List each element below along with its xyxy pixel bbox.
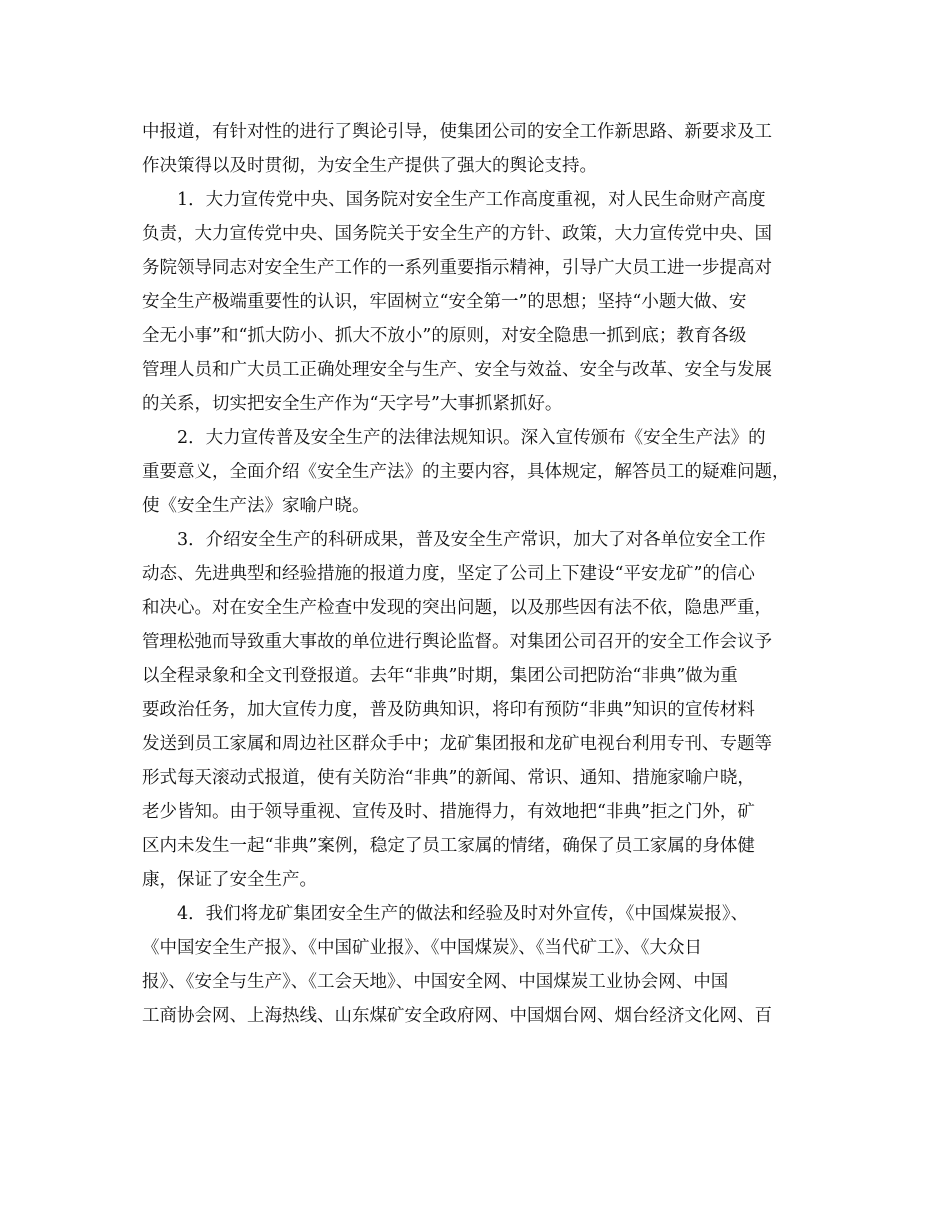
text-line: 发送到员工家属和周边社区群众手中；龙矿集团报和龙矿电视台利用专刊、专题等: [142, 734, 772, 754]
text-line: 安全生产极端重要性的认识，牢固树立“安全第一”的思想；坚持“小题大做、安: [142, 292, 747, 312]
text-line: 报》、《安全与生产》、《工会天地》、中国安全网、中国煤炭工业协会网、中国: [142, 972, 729, 992]
text-line: 作决策得以及时贯彻，为安全生产提供了强大的舆论支持。: [142, 156, 597, 176]
text-line: 康，保证了安全生产。: [142, 870, 317, 890]
text-line: 全无小事”和“抓大防小、抓大不放小”的原则，对安全隐患一抓到底；教育各级: [142, 326, 747, 346]
text-line: 的关系，切实把安全生产作为“天字号”大事抓紧抓好。: [142, 394, 563, 414]
text-line: 务院领导同志对安全生产工作的一系列重要指示精神，引导广大员工进一步提高对: [142, 258, 772, 278]
text-line: 重要意义，全面介绍《安全生产法》的主要内容，具体规定，解答员工的疑难问题，: [142, 462, 790, 482]
text-line: 3．介绍安全生产的科研成果，普及安全生产常识，加大了对各单位安全工作: [177, 530, 766, 550]
text-line: 中报道，有针对性的进行了舆论引导，使集团公司的安全工作新思路、新要求及工: [142, 122, 772, 142]
text-line: 2．大力宣传普及安全生产的法律法规知识。深入宣传颁布《安全生产法》的: [177, 428, 766, 448]
text-line: 负责，大力宣传党中央、国务院关于安全生产的方针、政策，大力宣传党中央、国: [142, 224, 772, 244]
text-line: 要政治任务，加大宣传力度，普及防典知识，将印有预防“非典”知识的宣传材料: [142, 700, 755, 720]
text-line: 老少皆知。由于领导重视、宣传及时、措施得力，有效地把“非典”拒之门外，矿: [142, 802, 755, 822]
text-line: 区内未发生一起“非典”案例，稳定了员工家属的情绪，确保了员工家属的身体健: [142, 836, 755, 856]
text-line: 使《安全生产法》家喻户晓。: [142, 496, 370, 516]
text-line: 4．我们将龙矿集团安全生产的做法和经验及时对外宣传，《中国煤炭报》、: [177, 904, 749, 924]
text-line: 1．大力宣传党中央、国务院对安全生产工作高度重视，对人民生命财产高度: [177, 190, 766, 210]
text-line: 和决心。对在安全生产检查中发现的突出问题，以及那些因有法不依，隐患严重，: [142, 598, 772, 618]
text-line: 《中国安全生产报》、《中国矿业报》、《中国煤炭》、《当代矿工》、《大众日: [142, 938, 702, 958]
text-line: 管理松弛而导致重大事故的单位进行舆论监督。对集团公司召开的安全工作会议予: [142, 632, 772, 652]
text-line: 以全程录象和全文刊登报道。去年“非典”时期，集团公司把防治“非典”做为重: [142, 666, 738, 686]
text-line: 管理人员和广大员工正确处理安全与生产、安全与效益、安全与改革、安全与发展: [142, 360, 772, 380]
text-line: 动态、先进典型和经验措施的报道力度，坚定了公司上下建设“平安龙矿”的信心: [142, 564, 755, 584]
text-line: 工商协会网、上海热线、山东煤矿安全政府网、中国烟台网、烟台经济文化网、百: [142, 1006, 772, 1026]
text-line: 形式每天滚动式报道，使有关防治“非典”的新闻、常识、通知、措施家喻户晓，: [142, 768, 755, 788]
